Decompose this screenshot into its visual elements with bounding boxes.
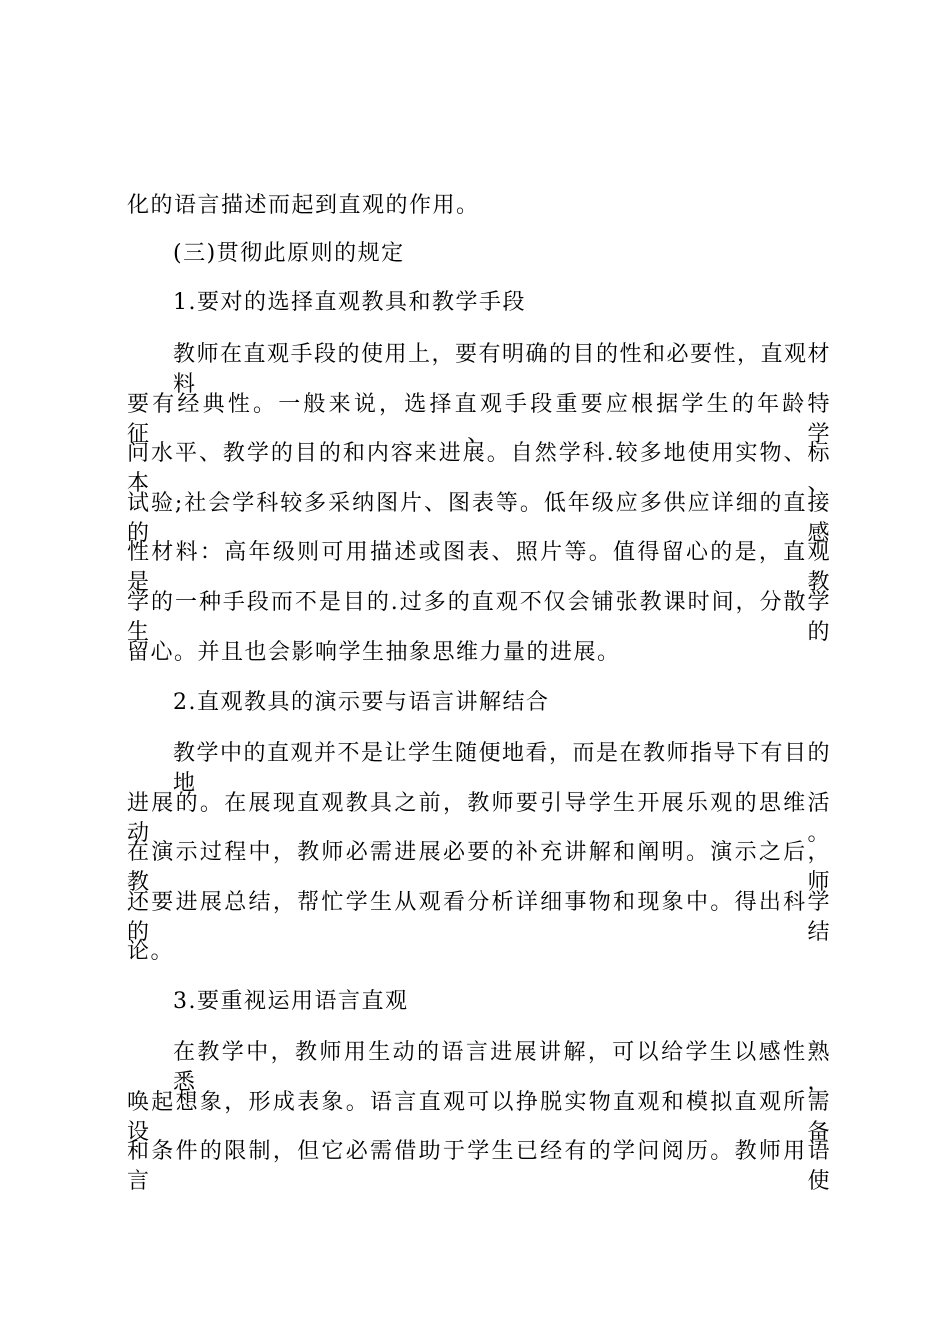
paragraph-1-line-6: 学的一种手段而不是目的.过多的直观不仅会铺张教课时间，分散学生的 bbox=[127, 590, 831, 645]
paragraph-2-line-4: 还要进展总结，帮忙学生从观看分析详细事物和现象中。得出科学的结 bbox=[127, 890, 831, 945]
paragraph-1-line-5: 性材料：高年级则可用描述或图表、照片等。值得留心的是，直观是教 bbox=[127, 540, 831, 595]
paragraph-1-line-2: 要有经典性。一般来说，选择直观手段重要应根据学生的年龄特征、学 bbox=[127, 392, 831, 447]
subheading-2: 2.直观教具的演示要与语言讲解结合 bbox=[173, 690, 550, 715]
paragraph-1-line-7: 留心。并且也会影响学生抽象思维力量的进展。 bbox=[127, 640, 621, 665]
paragraph-1-line-3: 问水平、教学的目的和内容来进展。自然学科.较多地使用实物、标本、 bbox=[127, 441, 831, 496]
paragraph-2-line-3: 在演示过程中，教师必需进展必要的补充讲解和阐明。演示之后，教师 bbox=[127, 840, 831, 895]
subheading-3: 3.要重视运用语言直观 bbox=[173, 989, 409, 1014]
subheading-1: 1.要对的选择直观教具和教学手段 bbox=[173, 290, 526, 315]
paragraph-1-line-1: 教师在直观手段的使用上，要有明确的目的性和必要性，直观材料 bbox=[173, 342, 832, 397]
paragraph-3-line-1: 在教学中，教师用生动的语言进展讲解，可以给学生以感性熟悉， bbox=[173, 1040, 831, 1095]
paragraph-3-line-2: 唤起想象，形成表象。语言直观可以挣脱实物直观和模拟直观所需设备 bbox=[127, 1090, 831, 1145]
paragraph-continuation-line: 化的语言描述而起到直观的作用。 bbox=[127, 193, 480, 218]
section-heading-3: (三)贯彻此原则的规定 bbox=[173, 241, 405, 266]
paragraph-2-line-1: 教学中的直观并不是让学生随便地看，而是在教师指导下有目的地 bbox=[173, 741, 832, 796]
paragraph-2-line-5: 论。 bbox=[127, 939, 175, 964]
paragraph-1-line-4: 试验;社会学科较多采纳图片、图表等。低年级应多供应详细的直接的感 bbox=[127, 491, 831, 546]
paragraph-3-line-3: 和条件的限制，但它必需借助于学生已经有的学问阅历。教师用语言使 bbox=[127, 1139, 831, 1194]
paragraph-2-line-2: 进展的。在展现直观教具之前，教师要引导学生开展乐观的思维活动。 bbox=[127, 791, 831, 846]
